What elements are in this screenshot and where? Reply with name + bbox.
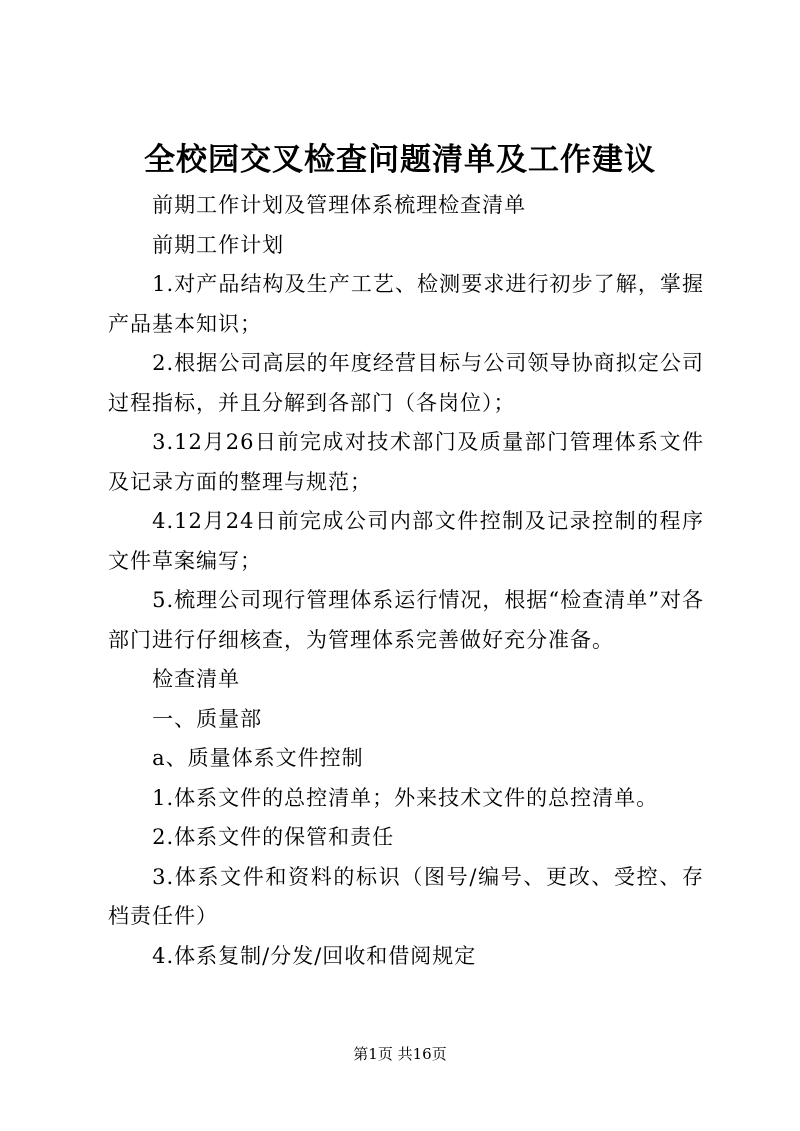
- document-body: [108, 186, 704, 976]
- paragraph-item-3: 3.12月26日前完成对技术部门及质量部门管理体系文件及记录方面的整理与规范；: [108, 430, 704, 494]
- paragraph-plan-heading: 前期工作计划: [152, 232, 285, 257]
- paragraph-quality-dept: 一、质量部: [152, 706, 263, 731]
- page-footer: 第1页 共16页: [353, 1045, 447, 1063]
- paragraph-check-1: 1.体系文件的总控清单；外来技术文件的总控清单。: [152, 785, 659, 810]
- document-title: 全校园交叉检查问题清单及工作建议: [144, 142, 656, 178]
- paragraph-check-2: 2.体系文件的保管和责任: [152, 825, 395, 849]
- paragraph-check-4: 4.体系复制/分发/回收和借阅规定: [152, 943, 477, 968]
- paragraph-item-2: 2.根据公司高层的年度经营目标与公司领导协商拟定公司过程指标，并且分解到各部门（各岗位）；: [108, 351, 704, 415]
- paragraph-checklist-heading: 前期工作计划及管理体系梳理检查清单: [152, 193, 527, 217]
- paragraph-check-list: 检查清单: [152, 667, 241, 691]
- paragraph-check-3: 3.体系文件和资料的标识（图号/编号、更改、受控、存档责任件）: [108, 864, 704, 928]
- paragraph-item-5: 5.梳理公司现行管理体系运行情况，根据“检查清单”对各部门进行仔细核查，为管理体系完善做好充分准备。: [108, 588, 704, 652]
- paragraph-item-4: 4.12月24日前完成公司内部文件控制及记录控制的程序文件草案编写；: [108, 509, 704, 573]
- paragraph-doc-control: a、质量体系文件控制: [152, 746, 364, 770]
- paragraph-item-1: 1.对产品结构及生产工艺、检测要求进行初步了解，掌握产品基本知识；: [108, 272, 704, 336]
